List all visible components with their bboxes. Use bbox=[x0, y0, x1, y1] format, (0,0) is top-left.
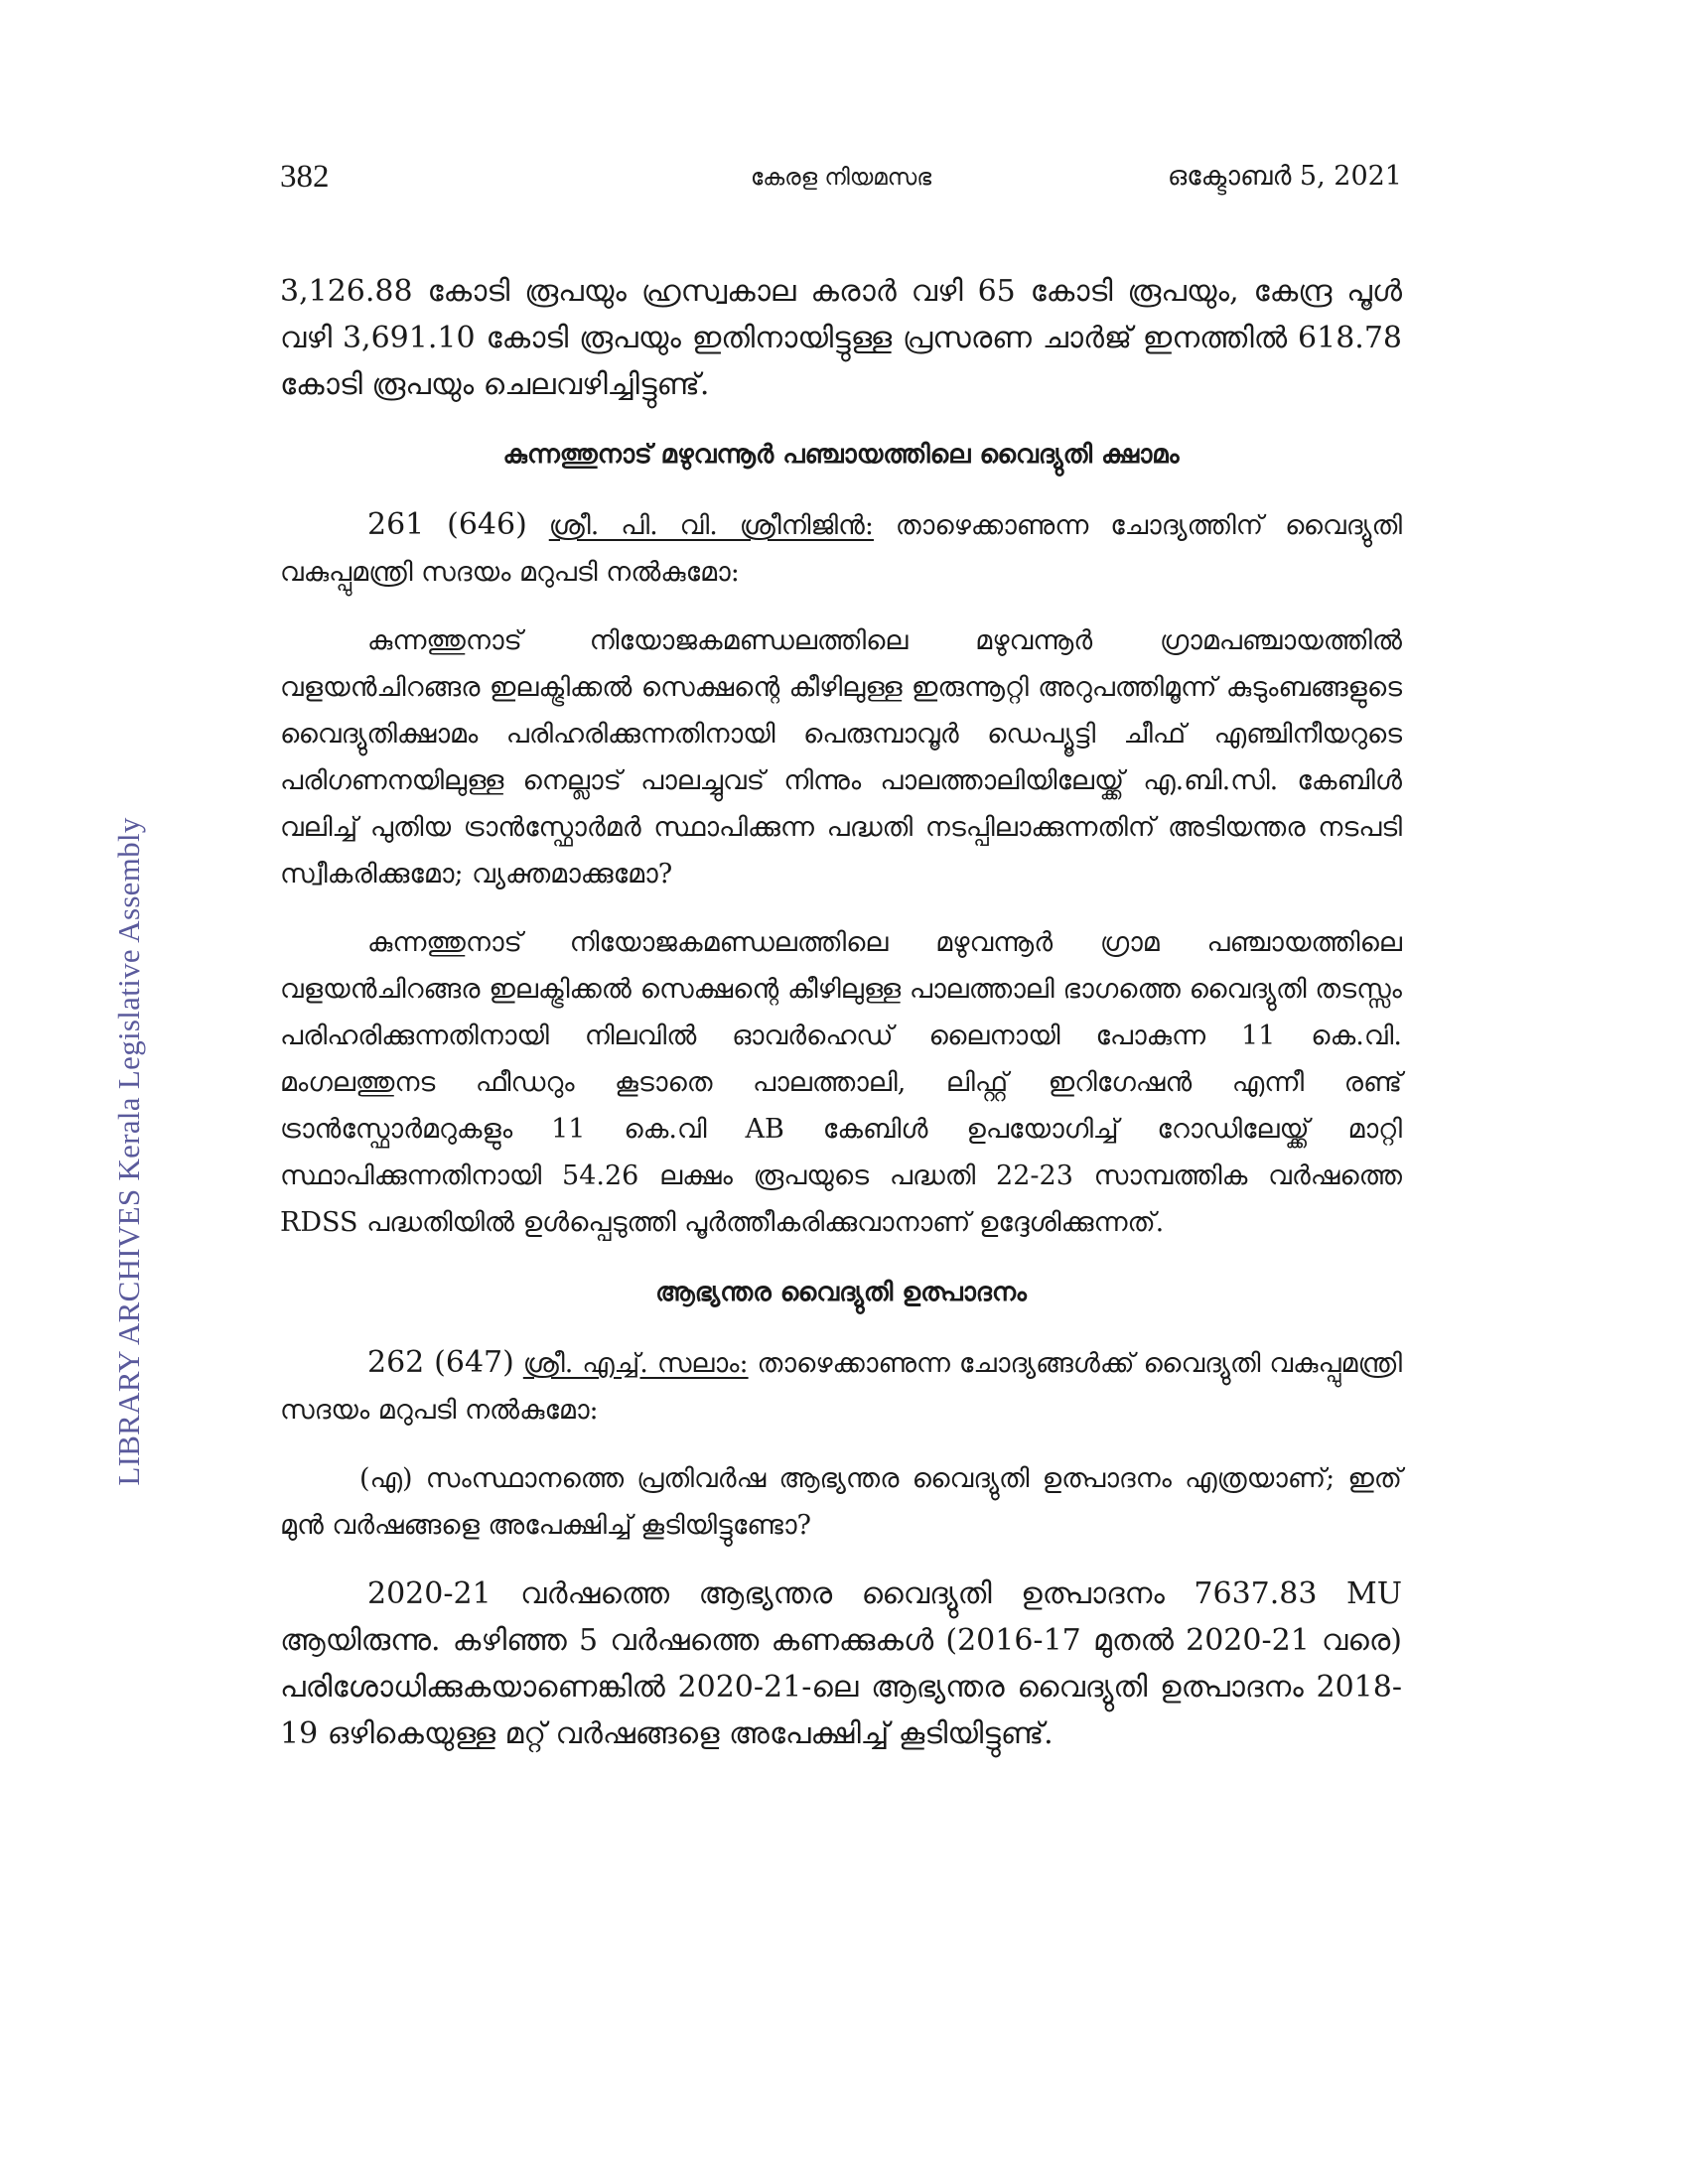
question-number: 261 (646) bbox=[367, 507, 527, 542]
question-intro: താഴെക്കാണുന്ന ചോദ്യത്തിന് വൈദ്യുതി വകുപ്പുമന്ത്രി സദയം മറുപടി നൽകുമോ: bbox=[280, 510, 1402, 588]
question-number: 262 (647) bbox=[367, 1345, 514, 1380]
question-line bbox=[280, 1339, 1402, 1433]
section-heading: ആഭ്യന്തര വൈദ്യുതി ഉത്പാദനം bbox=[655, 1278, 1027, 1307]
answer-text: കുന്നത്തുനാട് നിയോജകമണ്ഡലത്തിലെ മഴുവന്നൂർ ഗ്രാമ പഞ്ചായത്തിലെ വളയൻചിറങ്ങര ഇലക്ട്രിക്കൽ സെക്ഷന്റെ കീഴിലുള്ള പാലത്താലി ഭാഗത്തെ വൈദ്യുതി തടസ്സം പരിഹരിക്കുന്നതിനായി നിലവിൽ ഓവർഹെഡ് ലൈനായി പോകുന്ന 11 കെ.വി. മംഗലത്തുനട ഫീഡറും കൂടാതെ പാലത്താലി, ലിഫ്റ്റ് ഇറിഗേഷൻ എന്നീ രണ്ട് ട്രാൻസ്ഫോർമറുകളും 11 കെ.വി AB കേബിൾ ഉപയോഗിച്ച് റോഡിലേയ്ക്ക് മാറ്റി സ്ഥാപിക്കുന്നതിനായി 54.26 ലക്ഷം രൂപയുടെ പദ്ധതി 22-23 സാമ്പത്തിക വർഷത്തെ RDSS പദ്ധതിയിൽ ഉൾപ്പെടുത്തി പൂർത്തീകരിക്കുവാനാണ് ഉദ്ദേശിക്കുന്നത്. bbox=[280, 927, 1403, 1238]
section-heading: കുന്നത്തുനാട് മഴുവന്നൂർ പഞ്ചായത്തിലെ വൈദ്യുതി ക്ഷാമം bbox=[502, 440, 1180, 470]
running-title: കേരള നിയമസഭ bbox=[750, 165, 932, 191]
question-text: കുന്നത്തുനാട് നിയോജകമണ്ഡലത്തിലെ മഴുവന്നൂർ ഗ്രാമപഞ്ചായത്തിൽ വളയൻചിറങ്ങര ഇലക്ട്രിക്കൽ സെക്ഷന്റെ കീഴിലുള്ള ഇരുന്നൂറ്റി അറുപത്തിമൂന്ന് കുടുംബങ്ങളുടെ വൈദ്യുതിക്ഷാമം പരിഹരിക്കുന്നതിനായി പെരുമ്പാവൂർ ഡെപ്യൂട്ടി ചീഫ് എഞ്ചിനീയറുടെ പരിഗണനയിലുള്ള നെല്ലാട് പാലച്ചുവട് നിന്നും പാലത്താലിയിലേയ്ക്ക് എ.ബി.സി. കേബിൾ വലിച്ച് പുതിയ ട്രാൻസ്ഫോർമർ സ്ഥാപിക്കുന്ന പദ്ധതി നടപ്പിലാക്കുന്നതിന് അടിയന്തര നടപടി സ്വീകരിക്കുമോ; വ്യക്തമാക്കുമോ? bbox=[280, 625, 1402, 889]
page-header bbox=[280, 159, 1402, 208]
page-number: 382 bbox=[280, 159, 330, 195]
answer-text: 2020-21 വർഷത്തെ ആഭ്യന്തര വൈദ്യുതി ഉത്പാദനം 7637.83 MU ആയിരുന്നു. കഴിഞ്ഞ 5 വർഷത്തെ കണക്കുകൾ (2016-17 മുതൽ 2020-21 വരെ) പരിശോധിക്കുകയാണെങ്കിൽ 2020-21-ലെ ആഭ്യന്തര വൈദ്യുതി ഉത്പാദനം 2018-19 ഒഴികെയുള്ള മറ്റ് വർഷങ്ങളെ അപേക്ഷിച്ച് കൂടിയിട്ടുണ്ട്. bbox=[280, 1576, 1402, 1751]
intro-paragraph: 3,126.88 കോടി രൂപയും ഹ്രസ്വകാല കരാർ വഴി 65 കോടി രൂപയും, കേന്ദ്ര പൂൾ വഴി 3,691.10 കോടി രൂപയും ഇതിനായിട്ടുള്ള പ്രസരണ ചാർജ് ഇനത്തിൽ 618.78 കോടി രൂപയും ചെലവഴിച്ചിട്ടുണ്ട്. bbox=[280, 274, 1402, 402]
header-date: ഒക്ടോബർ 5, 2021 bbox=[1167, 161, 1402, 192]
archive-watermark-text: LIBRARY ARCHIVES Kerala Legislative Assembly bbox=[111, 817, 146, 1486]
member-name: ശ്രീ. പി. വി. ശ്രീനിജിൻ: bbox=[548, 510, 874, 541]
sub-question-text: (എ) സംസ്ഥാനത്തെ പ്രതിവർഷ ആഭ്യന്തര വൈദ്യുതി ഉത്പാദനം എത്രയാണ്; ഇത് മുൻ വർഷങ്ങളെ അപേക്ഷിച്ച് കൂടിയിട്ടുണ്ടോ? bbox=[280, 1463, 1402, 1541]
page-content bbox=[280, 268, 1402, 1757]
member-name: ശ്രീ. എച്ച്. സലാം: bbox=[522, 1348, 749, 1379]
question-intro: താഴെക്കാണുന്ന ചോദ്യങ്ങൾക്ക് വൈദ്യുതി വകുപ്പുമന്ത്രി സദയം മറുപടി നൽകുമോ: bbox=[280, 1348, 1402, 1426]
question-line bbox=[280, 501, 1402, 596]
